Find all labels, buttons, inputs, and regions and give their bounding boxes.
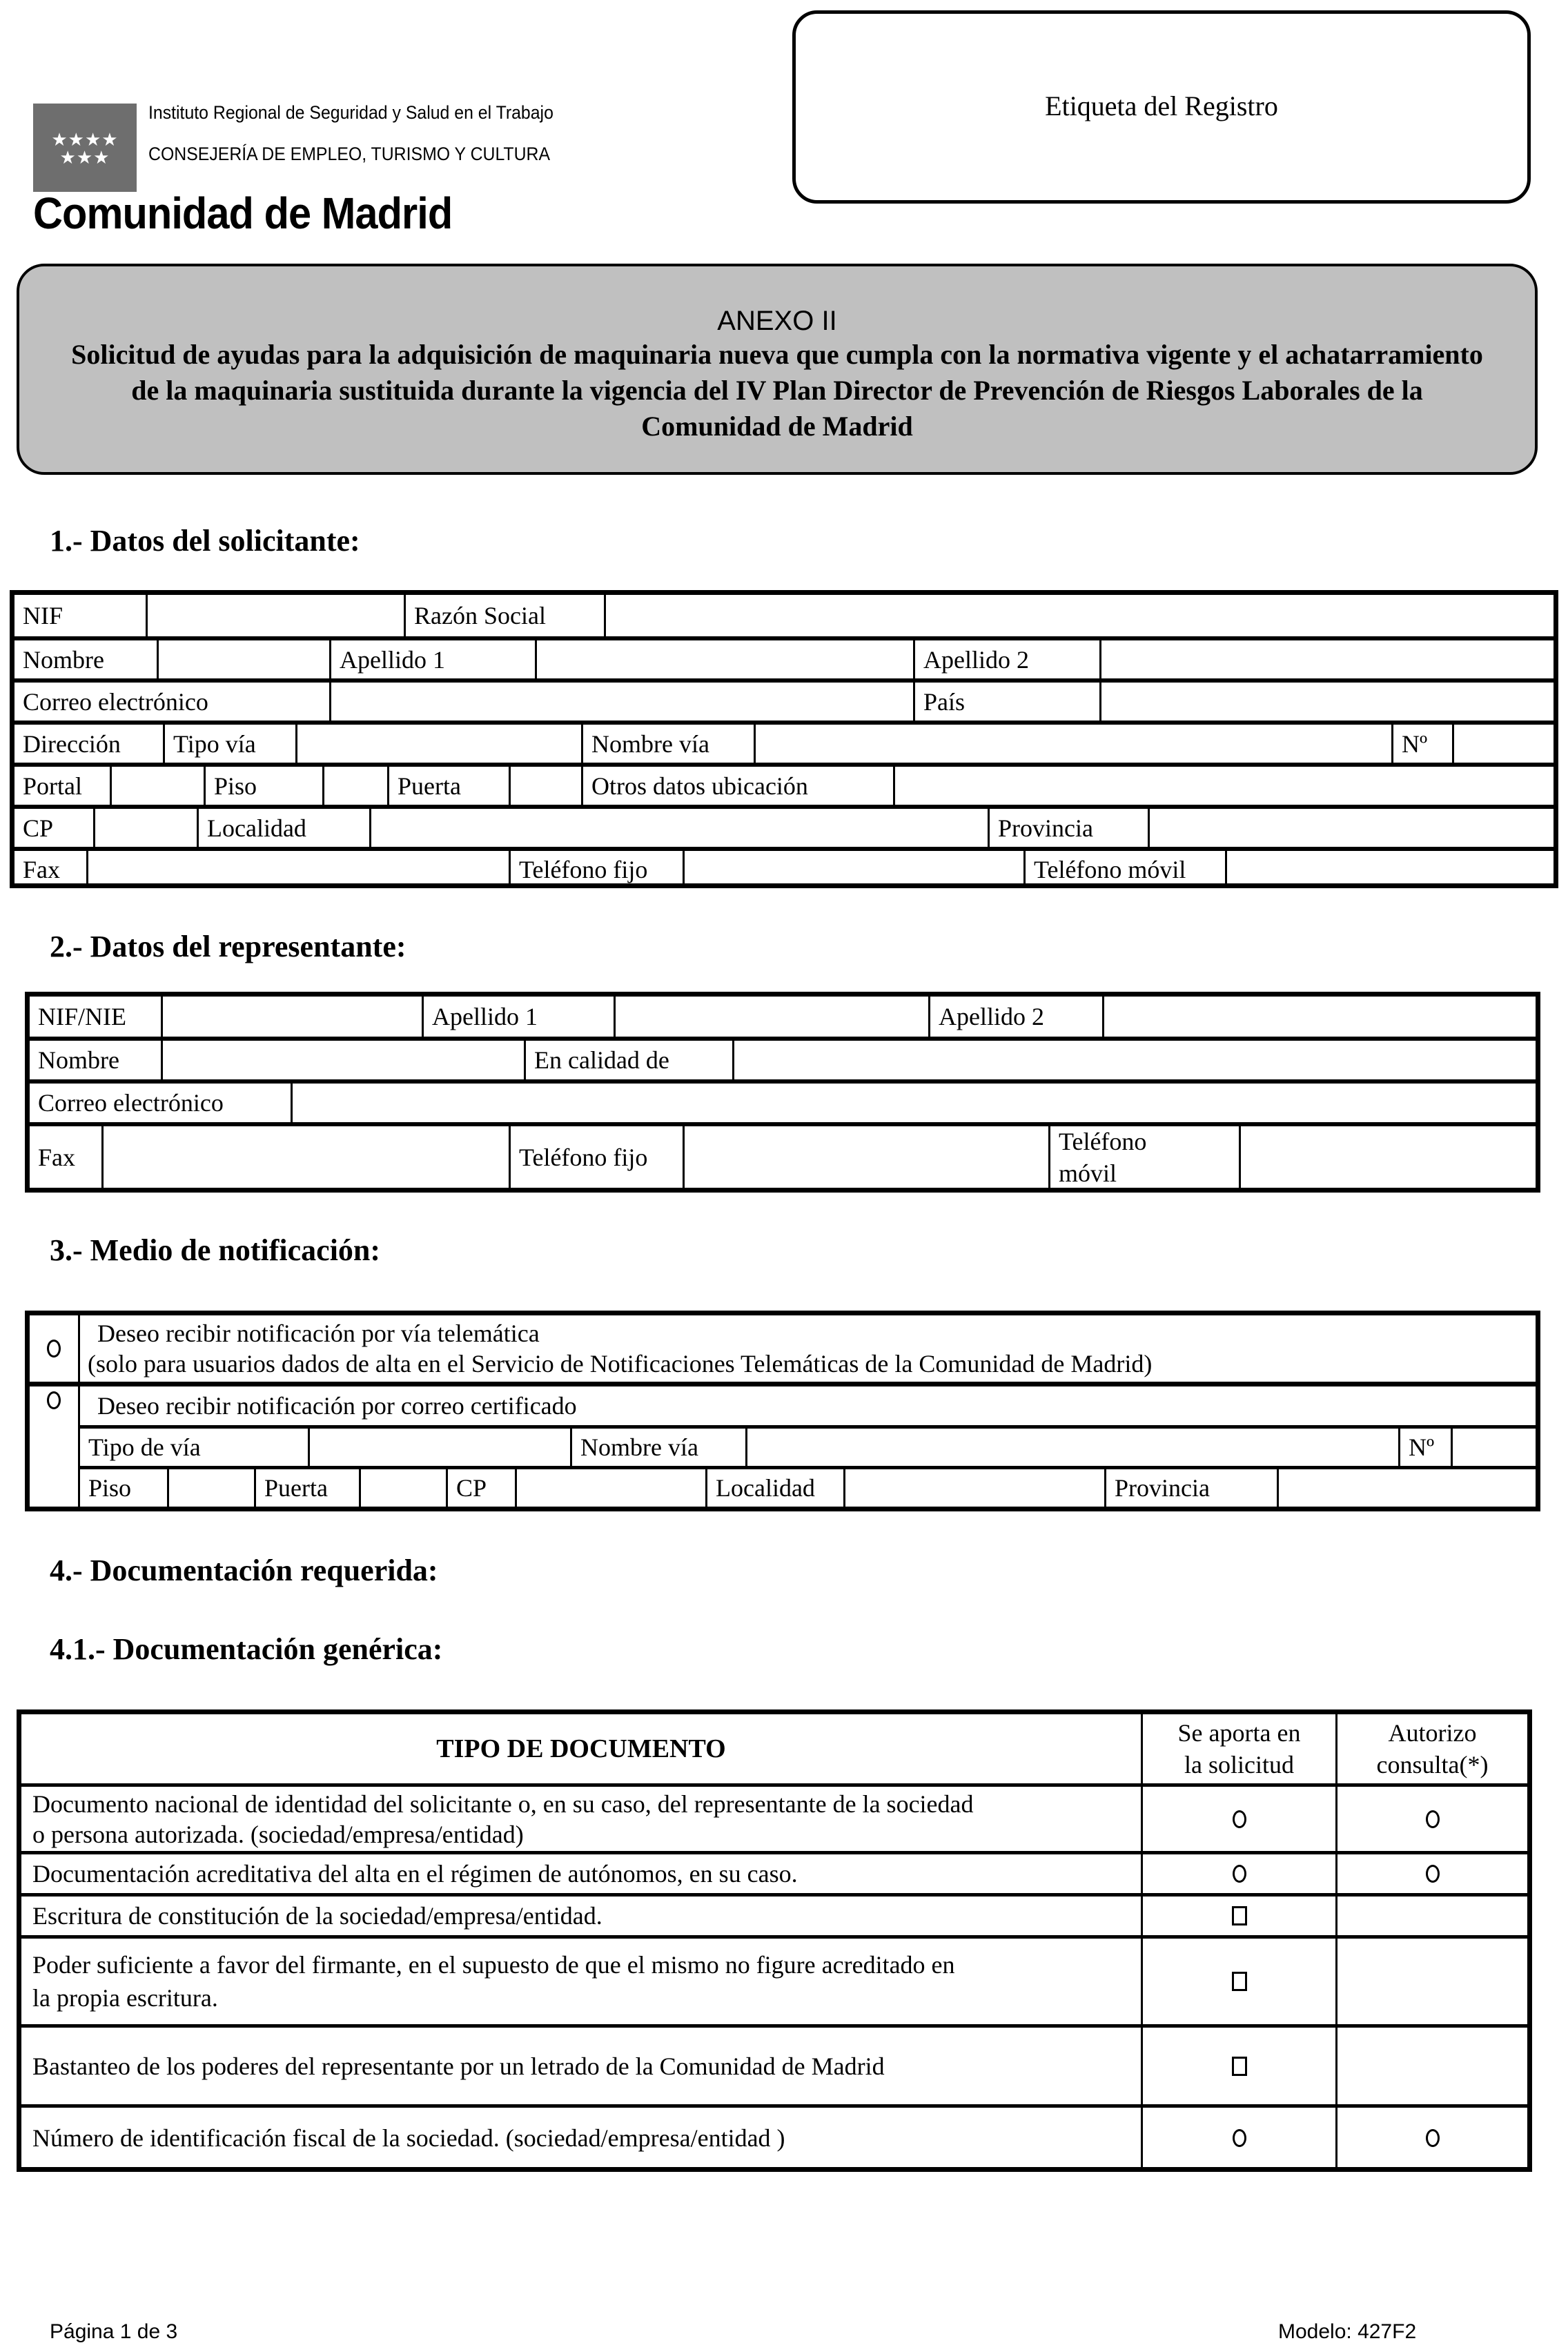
col-header-aporta [1143, 1714, 1335, 1783]
doc-row-escritura: Escritura de constitución de la sociedad/empresa/entidad. [32, 1902, 602, 1930]
tel-fijo-label: Teléfono fijo [509, 851, 683, 888]
annex-number: ANEXO II [717, 306, 837, 336]
post-numero-input[interactable] [1451, 1429, 1536, 1466]
doc-row-autonomos: Documentación acreditativa del alta en el régimen de autónomos, en su caso. [32, 1860, 798, 1888]
section4-heading: 4.- Documentación requerida: [50, 1554, 438, 1587]
model-number: Modelo: 427F2 [1278, 2320, 1417, 2343]
rep-fax-label: Fax [38, 1143, 75, 1171]
fax-input[interactable] [86, 851, 509, 888]
telematic-option-text [88, 1318, 1152, 1379]
col-header-autorizo-line2: consulta(*) [1376, 1751, 1489, 1778]
applicant-row-phone [14, 847, 1554, 888]
tel-fijo-input[interactable] [683, 851, 1023, 888]
pais-input[interactable] [1099, 683, 1554, 721]
rep-en-calidad-label: En calidad de [524, 1041, 732, 1079]
numero-input[interactable] [1452, 725, 1554, 763]
post-tipo-via-label: Tipo de vía [88, 1433, 201, 1461]
post-row-street [80, 1425, 1536, 1466]
radio-circle-icon [1426, 2129, 1440, 2147]
rep-en-calidad-input[interactable] [732, 1041, 1536, 1079]
section3-heading: 3.- Medio de notificación: [50, 1233, 381, 1267]
doc-row-bastanteo: Bastanteo de los poderes del representante por un letrado de la Comunidad de Madrid [32, 2052, 885, 2080]
post-localidad-input[interactable] [843, 1469, 1104, 1507]
rep-apellido1-label: Apellido 1 [422, 997, 614, 1037]
apellido1-input[interactable] [535, 640, 913, 678]
post-option-label: Deseo recibir notificación por correo certificado [97, 1392, 577, 1420]
nif-sociedad-autorizo-radio[interactable] [1337, 2108, 1527, 2168]
annex-title-box [17, 264, 1538, 475]
rep-nif-label: NIF/NIE [38, 1003, 126, 1030]
localidad-input[interactable] [369, 809, 988, 847]
radio-circle-icon [47, 1340, 61, 1358]
applicant-row-portal [14, 763, 1554, 805]
post-puerta-input[interactable] [359, 1469, 446, 1507]
post-radio[interactable] [30, 1386, 78, 1414]
tel-movil-label: Teléfono móvil [1023, 851, 1225, 888]
doc-text: la propia escritura. [32, 1984, 218, 2012]
checkbox-square-icon [1232, 2057, 1247, 2076]
doc-row-nif-sociedad: Número de identificación fiscal de la sociedad. (sociedad/empresa/entidad ) [32, 2124, 785, 2152]
post-row-locality [80, 1466, 1536, 1507]
radio-circle-icon [1426, 1865, 1440, 1883]
rep-row-email [30, 1079, 1536, 1122]
pais-label: País [913, 683, 1099, 721]
post-localidad-label: Localidad [705, 1469, 843, 1507]
provincia-input[interactable] [1148, 809, 1554, 847]
registry-label: Etiqueta del Registro [1045, 90, 1278, 121]
col-header-autorizo [1337, 1714, 1527, 1783]
otros-datos-label: Otros datos ubicación [581, 767, 893, 805]
nombre-via-input[interactable] [754, 725, 1391, 763]
cp-label: CP [23, 814, 54, 842]
section1-heading: 1.- Datos del solicitante: [50, 524, 360, 558]
fax-label: Fax [23, 856, 60, 883]
nif-sociedad-aporta-radio[interactable] [1143, 2108, 1335, 2168]
brand-title: Comunidad de Madrid [33, 188, 453, 238]
apellido2-input[interactable] [1099, 640, 1554, 678]
doc-row-poder [32, 1939, 1137, 2024]
nif-label: NIF [23, 602, 63, 629]
escritura-aporta-checkbox[interactable] [1143, 1897, 1335, 1935]
cp-input[interactable] [93, 809, 197, 847]
rep-correo-label: Correo electrónico [38, 1089, 224, 1117]
radio-circle-icon [1233, 2129, 1246, 2147]
option-divider [30, 1382, 1536, 1386]
telematic-option-note: (solo para usuarios dados de alta en el Servicio de Notificaciones Telemáticas de la Comunidad de Madrid) [88, 1350, 1153, 1378]
rep-fax-input[interactable] [101, 1126, 509, 1188]
puerta-label: Puerta [387, 767, 509, 805]
poder-aporta-checkbox[interactable] [1143, 1939, 1335, 2024]
col-header-tipo: TIPO DE DOCUMENTO [436, 1734, 726, 1763]
applicant-row-email [14, 678, 1554, 721]
nombre-input[interactable] [157, 640, 329, 678]
post-nombre-via-label: Nombre vía [570, 1429, 745, 1466]
post-cp-input[interactable] [515, 1469, 705, 1507]
page-number: Página 1 de 3 [50, 2320, 178, 2343]
rep-row-ids [30, 997, 1536, 1037]
institute-name: Instituto Regional de Seguridad y Salud en el Trabajo [148, 102, 553, 123]
portal-input[interactable] [110, 767, 204, 805]
telematic-option-label: Deseo recibir notificación por vía telemática [97, 1320, 540, 1347]
razon-social-label: Razón Social [404, 595, 604, 636]
registry-label-box [792, 10, 1531, 204]
rep-tel-movil-input[interactable] [1239, 1126, 1536, 1188]
post-provincia-label: Provincia [1104, 1469, 1277, 1507]
rep-tel-movil-label [1048, 1126, 1239, 1188]
section4-1-heading: 4.1.- Documentación genérica: [50, 1632, 443, 1666]
applicant-table [10, 590, 1558, 888]
rep-row-phone [30, 1122, 1536, 1188]
provincia-label: Provincia [988, 809, 1148, 847]
rep-tel-fijo-label: Teléfono fijo [509, 1126, 683, 1188]
radio-circle-icon [1426, 1810, 1440, 1828]
piso-input[interactable] [322, 767, 387, 805]
section2-heading: 2.- Datos del representante: [50, 930, 406, 963]
applicant-row-nif [14, 595, 1554, 636]
post-puerta-label: Puerta [254, 1469, 359, 1507]
col-header-autorizo-line1: Autorizo [1388, 1719, 1477, 1747]
stars-row-2: ★★★ [59, 148, 110, 168]
nif-input[interactable] [146, 595, 404, 636]
representative-table [25, 992, 1540, 1193]
applicant-row-name [14, 636, 1554, 678]
tipo-via-label: Tipo vía [163, 725, 295, 763]
apellido2-label: Apellido 2 [913, 640, 1099, 678]
radio-circle-icon [1233, 1865, 1246, 1883]
tipo-via-input[interactable] [295, 725, 581, 763]
post-numero-label: Nº [1398, 1429, 1451, 1466]
applicant-row-cp [14, 805, 1554, 847]
rep-apellido2-input[interactable] [1102, 997, 1536, 1037]
doc-text: Documento nacional de identidad del solicitante o, en su caso, del representante de la sociedad [32, 1790, 974, 1818]
rep-row-name [30, 1037, 1536, 1079]
nombre-label: Nombre [23, 645, 104, 674]
rep-tel-fijo-input[interactable] [683, 1126, 1048, 1188]
correo-label: Correo electrónico [23, 687, 208, 716]
correo-input[interactable] [329, 683, 913, 721]
checkbox-square-icon [1232, 1906, 1247, 1925]
doc-text: o persona autorizada. (sociedad/empresa/entidad) [32, 1820, 524, 1848]
rep-apellido1-input[interactable] [614, 997, 928, 1037]
piso-label: Piso [204, 767, 322, 805]
stars-icon [33, 131, 137, 167]
doc-text: Poder suficiente a favor del firmante, en el supuesto de que el mismo no figure acreditado en [32, 1951, 955, 1979]
radio-circle-icon [1233, 1810, 1246, 1828]
bastanteo-aporta-checkbox[interactable] [1143, 2028, 1335, 2104]
telematic-radio[interactable] [30, 1315, 78, 1382]
rep-correo-input[interactable] [291, 1084, 1536, 1122]
rep-nombre-input[interactable] [161, 1041, 524, 1079]
localidad-label: Localidad [197, 809, 369, 847]
col-header-aporta-line1: Se aporta en [1177, 1719, 1301, 1747]
numero-label: Nº [1391, 725, 1452, 763]
otros-datos-input[interactable] [893, 767, 1554, 805]
post-tipo-via-input[interactable] [308, 1429, 570, 1466]
post-piso-input[interactable] [167, 1469, 254, 1507]
tel-movil-input[interactable] [1225, 851, 1554, 888]
comunidad-madrid-logo [33, 104, 137, 192]
post-piso-label: Piso [88, 1474, 132, 1502]
annex-title: Solicitud de ayudas para la adquisición de maquinaria nueva que cumpla con la normativa vigente y el achatarramiento de la maquinaria sustituida durante la vigencia del IV Plan Director de Prevención de Riesgos Laborales de la Comunidad de Madrid [71, 339, 1483, 442]
post-cp-label: CP [446, 1469, 515, 1507]
portal-label: Portal [23, 772, 82, 800]
notification-table [25, 1311, 1540, 1511]
rep-nombre-label: Nombre [38, 1046, 119, 1074]
post-nombre-via-input[interactable] [745, 1429, 1398, 1466]
razon-social-input[interactable] [604, 595, 1554, 636]
checkbox-square-icon [1232, 1972, 1247, 1991]
applicant-row-address [14, 721, 1554, 763]
doc-row-dni [32, 1787, 1137, 1851]
dni-autorizo-radio[interactable] [1337, 1787, 1527, 1851]
puerta-input[interactable] [509, 767, 581, 805]
col-header-aporta-line2: la solicitud [1184, 1751, 1294, 1778]
apellido1-label: Apellido 1 [329, 640, 535, 678]
documents-table [17, 1709, 1532, 2172]
direccion-label: Dirección [23, 729, 121, 758]
post-provincia-input[interactable] [1277, 1469, 1536, 1507]
dni-aporta-radio[interactable] [1143, 1787, 1335, 1851]
rep-tel-movil-label-line1: Teléfono [1059, 1127, 1147, 1155]
nombre-via-label: Nombre vía [581, 725, 754, 763]
stars-row-1: ★★★★ [51, 130, 119, 150]
radio-circle-icon [47, 1391, 61, 1409]
rep-nif-input[interactable] [161, 997, 422, 1037]
rep-apellido2-label: Apellido 2 [928, 997, 1102, 1037]
autonomos-aporta-radio[interactable] [1143, 1854, 1335, 1893]
rep-tel-movil-label-line2: móvil [1059, 1159, 1117, 1187]
autonomos-autorizo-radio[interactable] [1337, 1854, 1527, 1893]
ministry-name: CONSEJERÍA DE EMPLEO, TURISMO Y CULTURA [148, 144, 551, 164]
